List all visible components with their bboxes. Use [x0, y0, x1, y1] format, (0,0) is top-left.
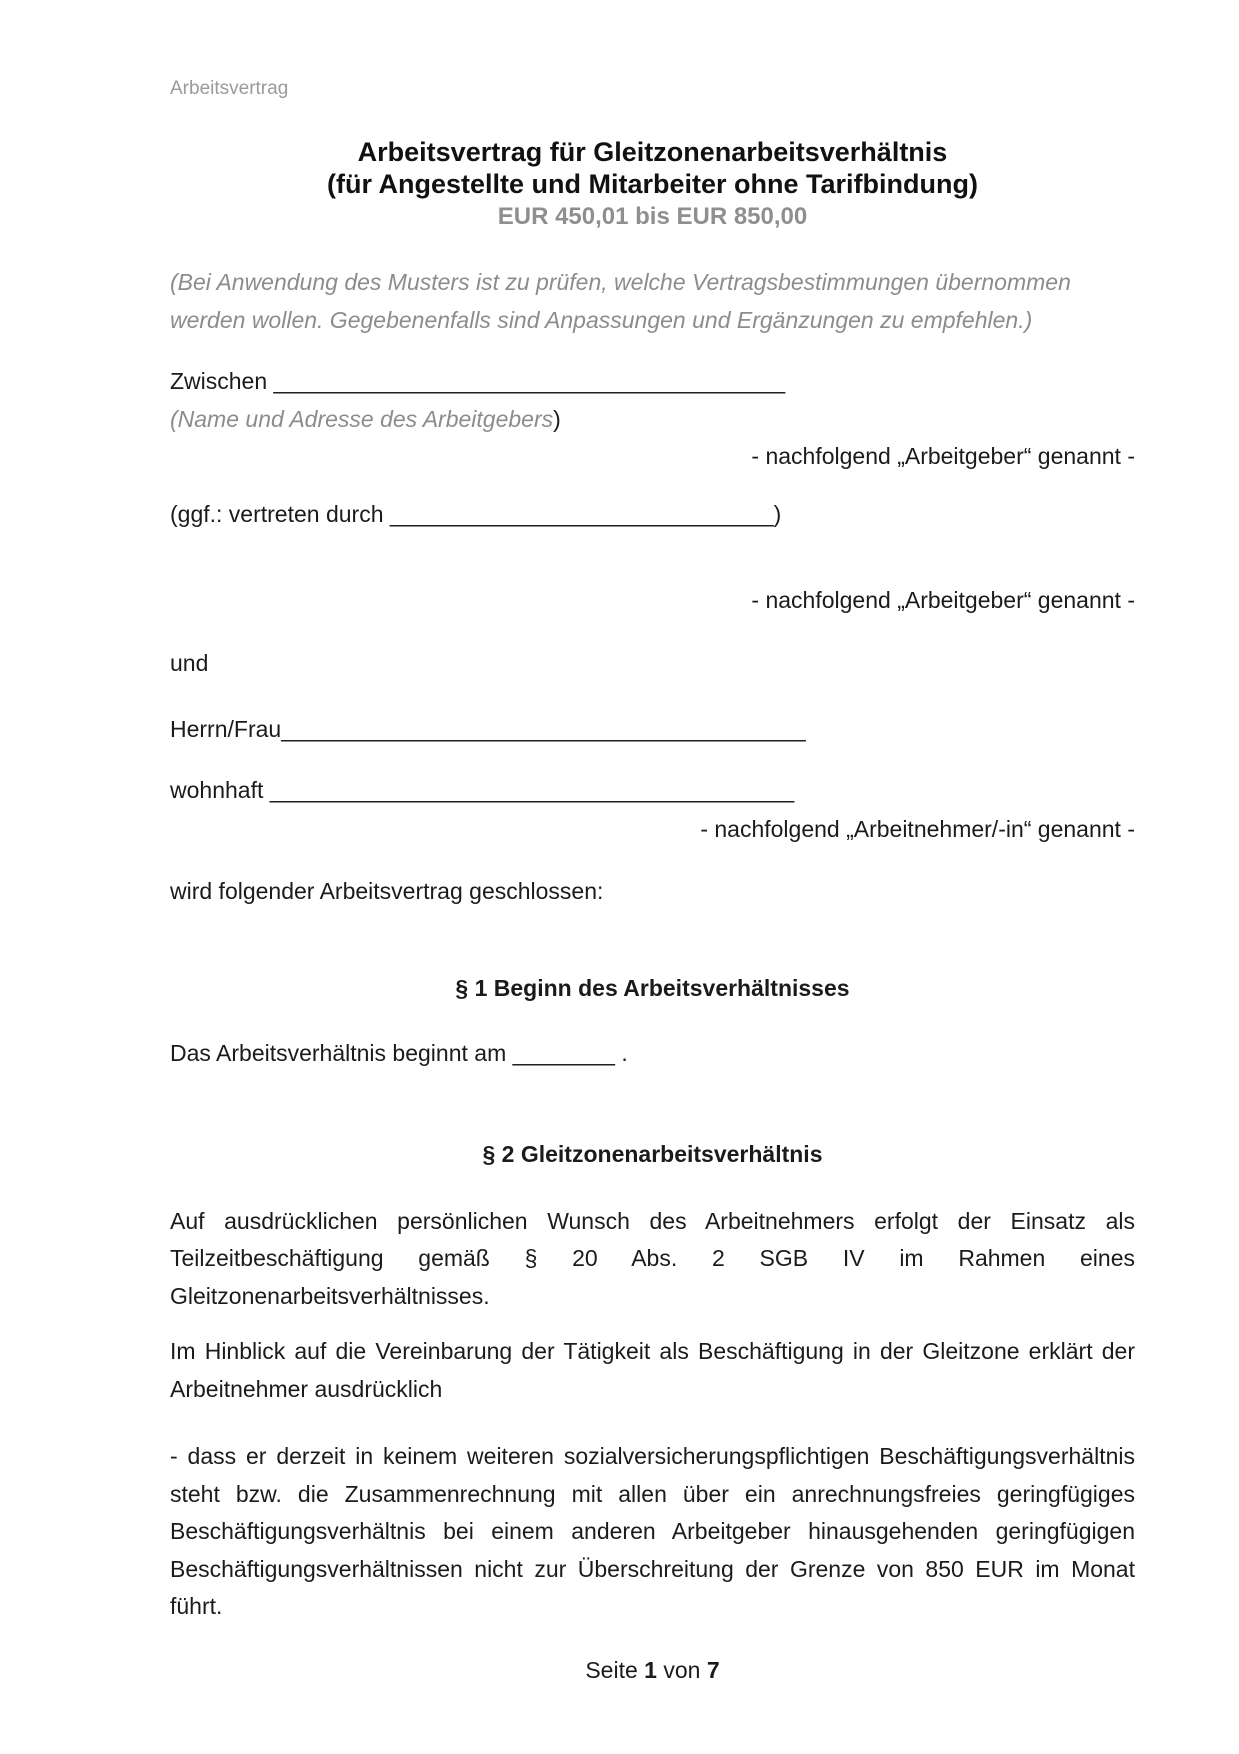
herrfrau-label: Herrn/Frau	[170, 716, 282, 742]
begin-date-suffix: .	[614, 1039, 628, 1066]
representative-name-blank: ______________________________	[389, 500, 774, 527]
document-subtitle-eur-range: EUR 450,01 bis EUR 850,00	[497, 203, 808, 230]
employer-hint: (Name und Adresse des Arbeitgebers	[170, 405, 554, 432]
employer-hint-line	[170, 401, 1135, 439]
begin-date-blank: ________	[512, 1039, 615, 1066]
employee-address-line	[170, 772, 1135, 810]
footer-total-pages: 7	[706, 1656, 720, 1683]
document-title-block	[170, 136, 1135, 232]
page-footer	[170, 1652, 1135, 1690]
section-2-heading: § 2 Gleitzonenarbeitsverhältnis	[482, 1141, 823, 1167]
begin-date-prefix: Das Arbeitsverhältnis beginnt am	[170, 1039, 513, 1066]
employer-tagline-2: - nachfolgend „Arbeitgeber“ genannt -	[751, 587, 1135, 613]
employee-name-line	[170, 711, 1135, 749]
employer-tagline-1: - nachfolgend „Arbeitgeber“ genannt -	[751, 443, 1135, 469]
wohnhaft-label: wohnhaft	[170, 776, 270, 803]
vertreten-label: (ggf.: vertreten durch	[170, 500, 390, 527]
und-connector: und	[170, 649, 209, 676]
footer-von-label: von	[656, 1656, 707, 1683]
employer-line	[170, 363, 1135, 401]
section-2-paragraph-1: Auf ausdrücklichen persönlichen Wunsch des Arbeitnehmers erfolgt der Einsatz als Teilzeitbeschäftigung gemäß § 20 Abs. 2 SGB IV im Rahmen eines Gleitzonenarbeitsverhältnisses.	[170, 1207, 1135, 1309]
employer-name-blank: ________________________________________	[273, 368, 786, 394]
footer-page-number: 1	[644, 1656, 657, 1683]
employer-hint-close-paren: )	[553, 405, 561, 432]
employee-name-blank: _________________________________________	[281, 716, 806, 742]
contract-closing-line: wird folgender Arbeitsvertrag geschlossen:	[170, 877, 604, 904]
section-2-paragraph-2: Im Hinblick auf die Vereinbarung der Tätigkeit als Beschäftigung in der Gleitzone erklärt der Arbeitnehmer ausdrücklich	[170, 1338, 1135, 1402]
employee-tagline: - nachfolgend „Arbeitnehmer/-in“ genannt -	[700, 816, 1135, 842]
employee-address-blank: _________________________________________	[269, 776, 795, 803]
document-title-line1: Arbeitsvertrag für Gleitzonenarbeitsverhältnis	[357, 137, 948, 167]
page-header-label: Arbeitsvertrag	[170, 78, 289, 99]
document-title-line2: (für Angestellte und Mitarbeiter ohne Tarifbindung)	[327, 169, 978, 199]
footer-seite-label: Seite	[585, 1656, 645, 1683]
section-2-paragraph-3: - dass er derzeit in keinem weiteren sozialversicherungspflichtigen Beschäftigungsverhältnis steht bzw. die Zusammenrechnung mit allen über ein anrechnungsfreies geringfügiges Beschäftigungsverhältnis bei einem anderen Arbeitgeber hinausgehenden geringfügigen Beschäftigungsverhältnissen nicht zur Überschreitung der Grenze von 850 EUR im Monat führt.	[170, 1443, 1135, 1619]
section-1-sentence	[170, 1035, 1135, 1073]
usage-notice: (Bei Anwendung des Musters ist zu prüfen, welche Vertragsbestimmungen übernommen werden wollen. Gegebenenfalls sind Anpassungen und Ergänzungen zu empfehlen.)	[170, 269, 1071, 333]
zwischen-label: Zwischen	[170, 368, 274, 394]
representative-line	[170, 496, 1135, 534]
section-1-heading: § 1 Beginn des Arbeitsverhältnisses	[455, 975, 850, 1001]
vertreten-close-paren: )	[773, 500, 782, 527]
